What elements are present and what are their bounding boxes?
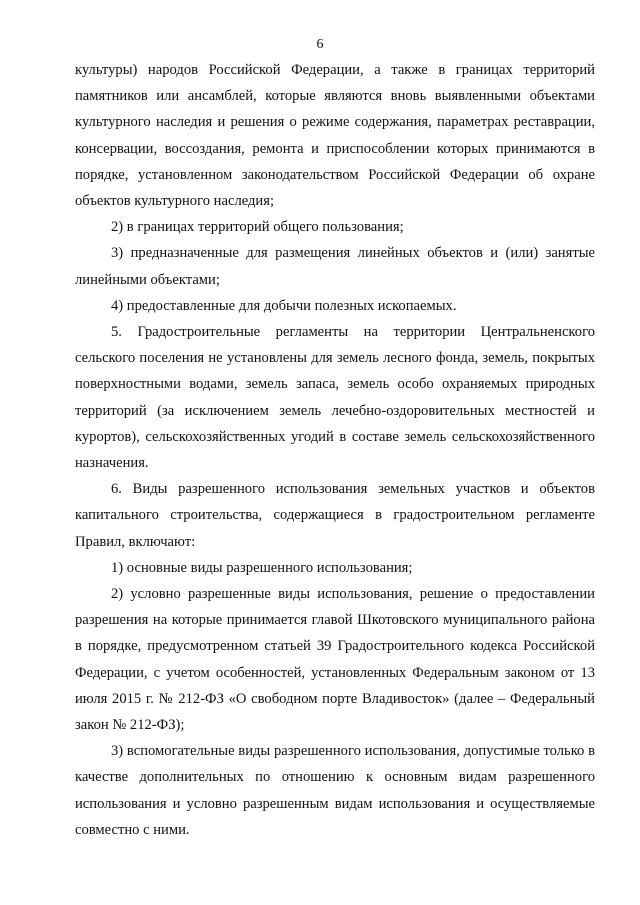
paragraph-continuation: культуры) народов Российской Федерации, а также в границах территорий памятников или ансамблей, которые являются вновь выявленными объектами культурного наследия и решения о режиме содержания, параметрах реставрации, консервации, воссоздания, ремонта и приспособлении которых принимаются в порядке, установленном законодательством Российской Федерации об охране объектов культурного наследия; bbox=[75, 62, 595, 210]
paragraph-section-6: 6. Виды разрешенного использования земельных участков и объектов капитального строительства, содержащиеся в градостроительном регламенте Правил, включают: bbox=[75, 481, 595, 550]
paragraph-subitem-1: 1) основные виды разрешенного использования; bbox=[111, 559, 413, 576]
paragraph-item-4: 4) предоставленные для добычи полезных ископаемых. bbox=[111, 297, 457, 314]
paragraph-subitem-2: 2) условно разрешенные виды использования, решение о предоставлении разрешения на которые принимается главой Шкотовского муниципального района в порядке, предусмотренном статьей 39 Градостроительного кодекса Российской Федерации, с учетом особенностей, установленных Федеральным законом от 13 июля 2015 г. № 212-ФЗ «О свободном порте Владивосток» (далее – Федеральный закон № 212-ФЗ); bbox=[75, 586, 595, 734]
document-body bbox=[75, 57, 595, 843]
page-number: 6 bbox=[316, 37, 324, 52]
paragraph-section-5: 5. Градостроительные регламенты на территории Центральненского сельского поселения не установлены для земель лесного фонда, земель, покрытых поверхностными водами, земель запаса, земель особо охраняемых природных территорий (за исключением земель лечебно-оздоровительных местностей и курортов), сельскохозяйственных угодий в составе земель сельскохозяйственного назначения. bbox=[75, 324, 595, 472]
paragraph-subitem-3: 3) вспомогательные виды разрешенного использования, допустимые только в качестве дополнительных по отношению к основным видам разрешенного использования и условно разрешенным видам использования и осуществляемые совместно с ними. bbox=[75, 743, 595, 838]
paragraph-item-3: 3) предназначенные для размещения линейных объектов и (или) занятые линейными объектами; bbox=[75, 245, 595, 288]
paragraph-item-2: 2) в границах территорий общего пользования; bbox=[111, 219, 404, 236]
